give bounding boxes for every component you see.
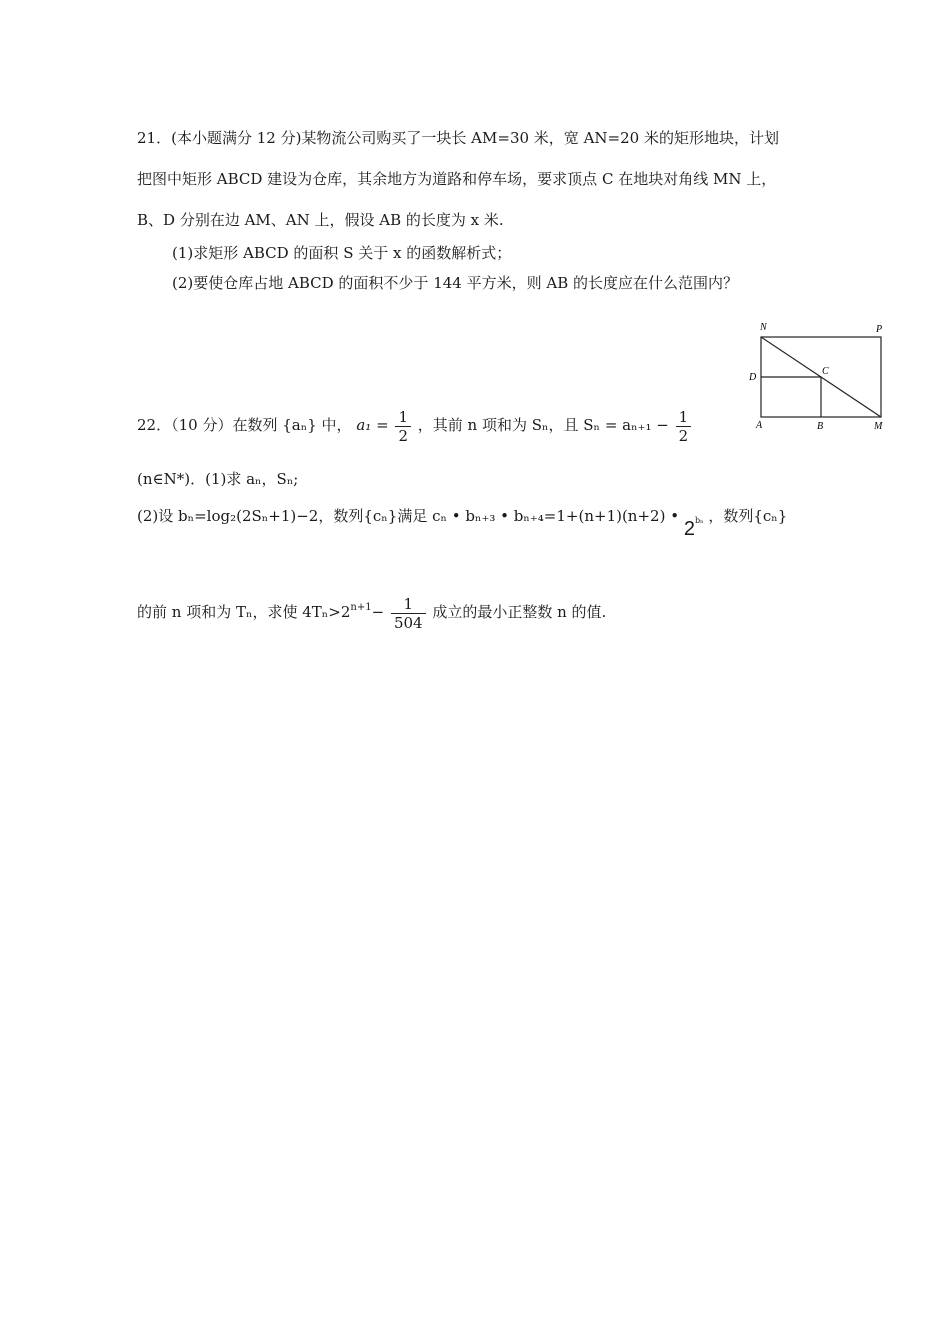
q21-part2: (2)要使仓库占地 ABCD 的面积不少于 144 平方米，则 AB 的长度应在什么范围内？ [172,274,738,292]
q22-part3-text: 的前 n 项和为 Tₙ，求使 4Tₙ>2 [137,603,351,621]
label-P: P [876,324,883,335]
q22-part2-text: (2)设 bₙ=log₂(2Sₙ+1)−2，数列{cₙ}满足 cₙ • bₙ₊₃ • bₙ₊₄=1+(n+1)(n+2) • [137,507,680,525]
label-N: N [760,322,767,333]
q22-intro: 22．（10 分）在数列 [137,416,278,434]
half-fraction-2 [676,408,692,445]
label-M: M [874,421,883,432]
fraction-1-504 [391,595,426,632]
q22-eq: = [376,416,389,434]
q21-line2: 把图中矩形 ABCD 建设为仓库，其余地方为道路和停车场，要求顶点 C 在地块对角线 MN 上， [137,170,777,188]
q22-exponent: n+1 [350,602,372,613]
half-numerator: 1 [395,408,411,427]
q22-minus: − [371,603,385,621]
label-D: D [749,372,757,383]
half-denominator: 2 [398,426,408,445]
q22-mid1: 中， [321,416,352,434]
q22-part3-end: 成立的最小正整数 n 的值. [432,603,607,621]
q22-part2-end: ，数列{cₙ} [708,507,788,525]
q22-part3 [137,584,606,636]
q21-part1: (1)求矩形 ABCD 的面积 S 关于 x 的函数解析式； [172,244,512,262]
q22-line1 [137,401,693,449]
rectangle-diagram [748,318,898,438]
power-base: 2 [683,518,695,540]
q21-line1: 21．(本小题满分 12 分)某物流公司购买了一块长 AM=30 米，宽 AN=20 米的矩形地块，计划 [137,129,779,147]
q22-condition: (n∈N*)．(1)求 aₙ，Sₙ; [137,470,299,488]
q22-part2 [137,505,788,540]
half-fraction [395,408,411,445]
q21-line3: B、D 分别在边 AM、AN 上，假设 AB 的长度为 x 米. [137,211,504,229]
q22-mid2: ，其前 n 项和为 Sₙ，且 Sₙ = aₙ₊₁ − [417,416,669,434]
label-C: C [822,366,829,377]
label-B: B [817,421,824,432]
power-exponent: bₙ [694,516,704,525]
half-denominator-2: 2 [678,426,689,445]
q22-seq-a: {aₙ} [282,416,317,434]
half-numerator-2: 1 [676,408,692,427]
fraction-numerator: 1 [391,595,426,614]
rectangle-ABCD [761,377,821,417]
q22-a1: a₁ [356,416,372,434]
label-A: A [756,420,763,431]
fraction-denominator: 504 [393,613,423,632]
